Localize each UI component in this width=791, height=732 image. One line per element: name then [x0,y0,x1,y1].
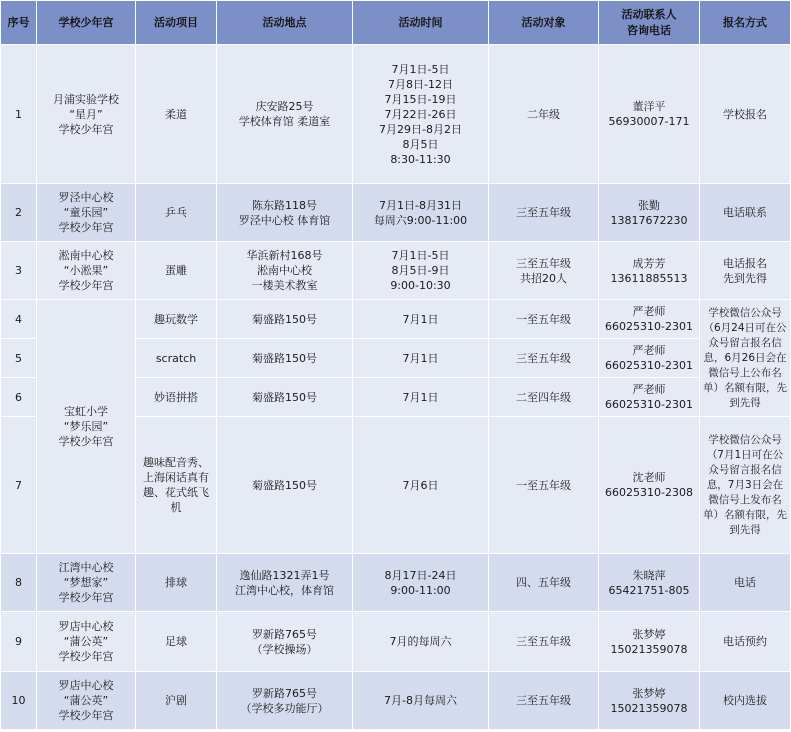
cell-location: 菊盛路150号 [217,417,353,554]
cell-school: 江湾中心校 “梦想家” 学校少年宫 [37,554,136,612]
cell-no: 5 [1,339,37,378]
cell-time: 7月1日-8月31日 每周六9:00-11:00 [353,184,489,242]
cell-signup: 电话联系 [700,184,791,242]
table-row [1,45,791,184]
cell-project: 妙语拼搭 [136,378,217,417]
cell-no: 10 [1,672,37,730]
cell-time: 7月1日 [353,339,489,378]
cell-project: 蛋雕 [136,242,217,300]
cell-target: 三至五年级 共招20人 [489,242,599,300]
cell-time: 7月1日-5日 8月5日-9日 9:00-10:30 [353,242,489,300]
cell-location: 庆安路25号 学校体育馆 柔道室 [217,45,353,184]
cell-signup: 电话预约 [700,612,791,672]
cell-target: 三至五年级 [489,184,599,242]
cell-signup: 学校微信公众号（6月24日可在公众号留言报名信息，6月26日会在微信号上公布名单）名额有限，先到先得 [700,300,791,417]
cell-no: 7 [1,417,37,554]
cell-location: 陈东路118号 罗泾中心校 体育馆 [217,184,353,242]
header-school: 学校少年宫 [37,1,136,45]
cell-school: 月浦实验学校 “星月” 学校少年宫 [37,45,136,184]
cell-contact: 成芳芳 13611885513 [599,242,700,300]
cell-contact: 朱晓萍 65421751-805 [599,554,700,612]
cell-time: 8月17日-24日 9:00-11:00 [353,554,489,612]
cell-signup: 学校报名 [700,45,791,184]
header-project: 活动项目 [136,1,217,45]
cell-project: 趣味配音秀、上海闲话真有趣、花式纸飞机 [136,417,217,554]
cell-time: 7月-8月每周六 [353,672,489,730]
cell-target: 一至五年级 [489,417,599,554]
cell-school: 罗店中心校 “蒲公英” 学校少年宫 [37,612,136,672]
cell-time: 7月1日 [353,300,489,339]
cell-school: 罗店中心校 “蒲公英” 学校少年宫 [37,672,136,730]
header-no: 序号 [1,1,37,45]
cell-location: 罗新路765号 （学校操场） [217,612,353,672]
cell-contact: 严老师 66025310-2301 [599,378,700,417]
cell-project: 柔道 [136,45,217,184]
cell-project: 足球 [136,612,217,672]
cell-time: 7月的每周六 [353,612,489,672]
table-row [1,672,791,730]
cell-contact: 张梦婷 15021359078 [599,612,700,672]
cell-contact: 董洋平 56930007-171 [599,45,700,184]
cell-signup: 校内选拔 [700,672,791,730]
cell-signup: 学校微信公众号（7月1日可在公众号留言报名信息，7月3日会在微信号上发布名单）名额有限，先到先得 [700,417,791,554]
cell-location: 菊盛路150号 [217,300,353,339]
header-location: 活动地点 [217,1,353,45]
cell-no: 3 [1,242,37,300]
cell-signup: 电话 [700,554,791,612]
cell-time: 7月6日 [353,417,489,554]
table-row [1,554,791,612]
cell-school: 罗泾中心校 “童乐园” 学校少年宫 [37,184,136,242]
cell-target: 二年级 [489,45,599,184]
cell-location: 菊盛路150号 [217,339,353,378]
cell-project: scratch [136,339,217,378]
header-target: 活动对象 [489,1,599,45]
table-row [1,612,791,672]
cell-contact: 严老师 66025310-2301 [599,339,700,378]
cell-time: 7月1日 [353,378,489,417]
cell-time: 7月1日-5日 7月8日-12日 7月15日-19日 7月22日-26日 7月29日-8月2日 8月5日 8:30-11:30 [353,45,489,184]
cell-contact: 沈老师 66025310-2308 [599,417,700,554]
header-row [1,1,791,45]
cell-target: 三至五年级 [489,339,599,378]
cell-project: 沪剧 [136,672,217,730]
cell-no: 2 [1,184,37,242]
cell-location: 华浜新村168号 淞南中心校 一楼美术教室 [217,242,353,300]
cell-target: 三至五年级 [489,672,599,730]
cell-no: 9 [1,612,37,672]
cell-project: 乒乓 [136,184,217,242]
header-time: 活动时间 [353,1,489,45]
cell-target: 三至五年级 [489,612,599,672]
cell-no: 1 [1,45,37,184]
cell-location: 逸仙路1321弄1号 江湾中心校，体育馆 [217,554,353,612]
cell-school: 宝虹小学 “梦乐园” 学校少年宫 [37,300,136,554]
cell-signup: 电话报名 先到先得 [700,242,791,300]
cell-target: 二至四年级 [489,378,599,417]
header-signup: 报名方式 [700,1,791,45]
cell-target: 四、五年级 [489,554,599,612]
cell-target: 一至五年级 [489,300,599,339]
cell-project: 排球 [136,554,217,612]
header-contact: 活动联系人 咨询电话 [599,1,700,45]
cell-contact: 严老师 66025310-2301 [599,300,700,339]
table-row [1,300,791,339]
cell-no: 8 [1,554,37,612]
cell-project: 趣玩数学 [136,300,217,339]
table-row [1,184,791,242]
table-row [1,242,791,300]
cell-no: 6 [1,378,37,417]
cell-school: 淞南中心校 “小淞果” 学校少年宫 [37,242,136,300]
cell-location: 罗新路765号 （学校多功能厅） [217,672,353,730]
cell-contact: 张勤 13817672230 [599,184,700,242]
cell-location: 菊盛路150号 [217,378,353,417]
cell-no: 4 [1,300,37,339]
cell-contact: 张梦婷 15021359078 [599,672,700,730]
